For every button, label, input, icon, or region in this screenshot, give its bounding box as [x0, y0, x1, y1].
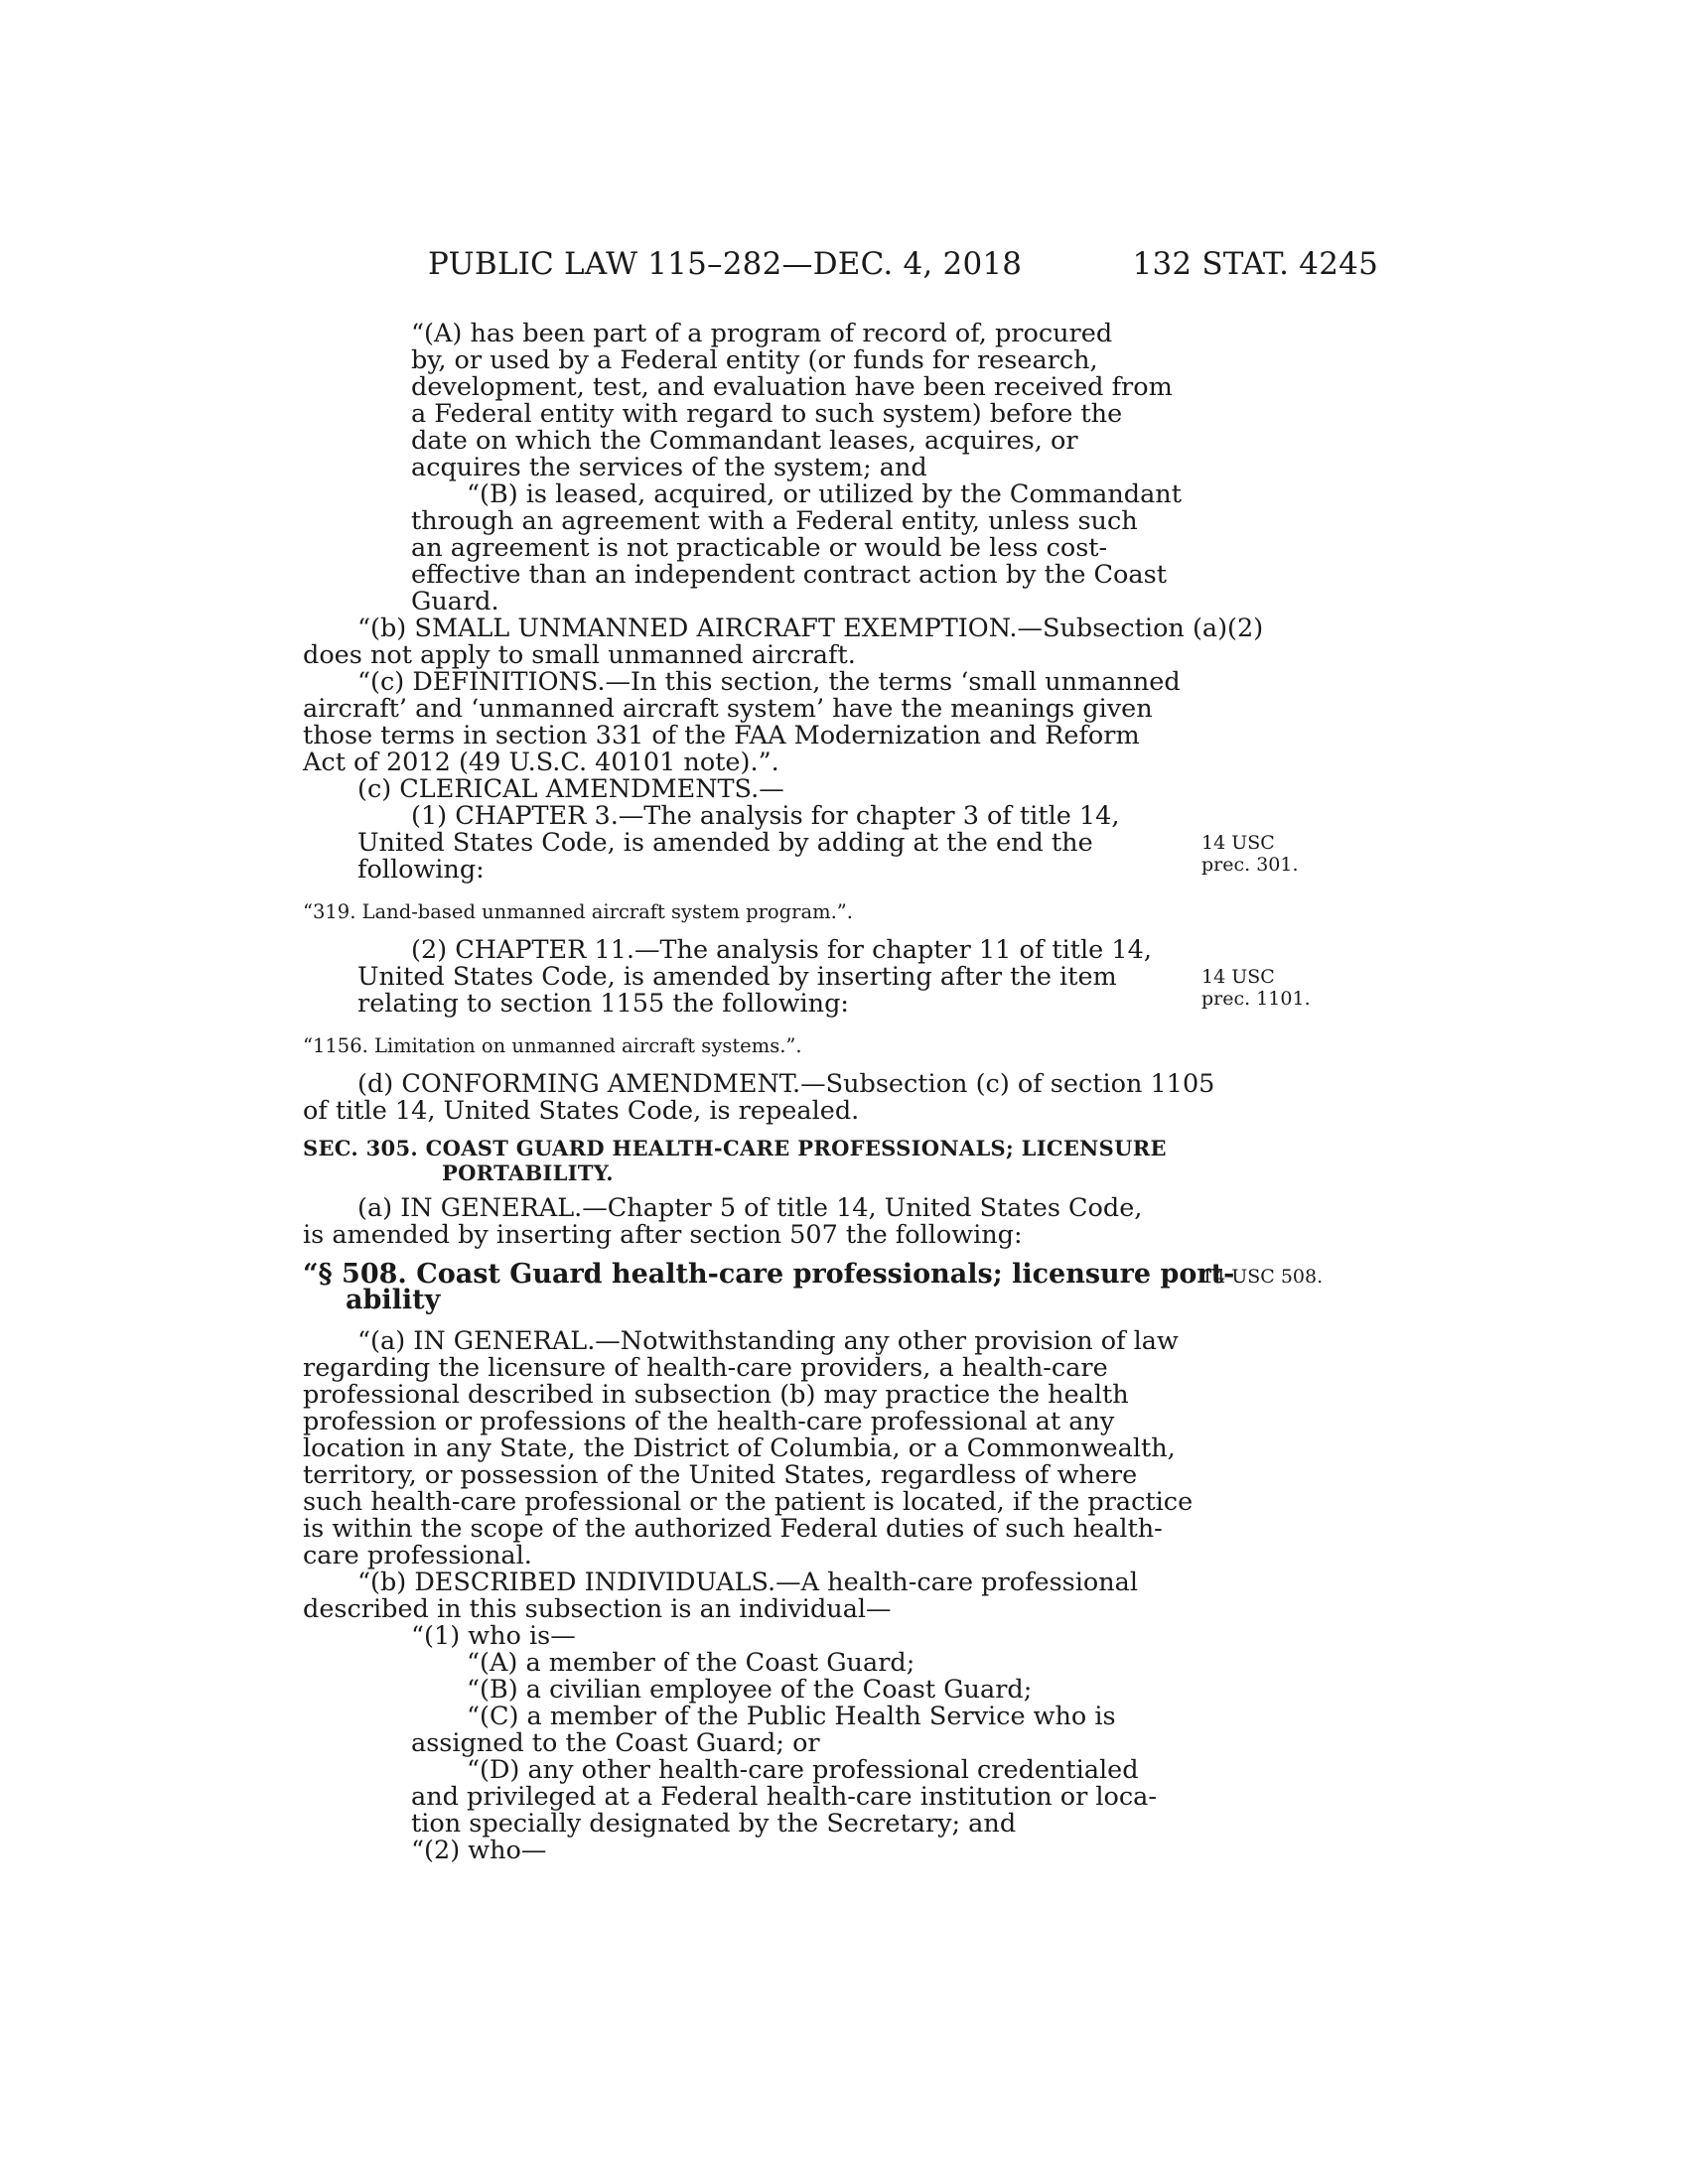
text-line: professional described in subsection (b) may practice the health [303, 1380, 1129, 1410]
text-line: “(1) who is— [411, 1621, 576, 1651]
margin-note [1201, 832, 1299, 876]
text-line: United States Code, is amended by adding at the end the [357, 828, 1093, 858]
text-line: development, test, and evaluation have been received from [411, 372, 1173, 402]
text-line: date on which the Commandant leases, acquires, or [411, 426, 1078, 456]
text-line: (c) CLERICAL AMENDMENTS.— [357, 774, 784, 804]
text-line: (2) CHAPTER 11.—The analysis for chapter 11 of title 14, [411, 935, 1152, 965]
text-line: tion specially designated by the Secretary; and [411, 1809, 1017, 1839]
text-line: of title 14, United States Code, is repealed. [303, 1096, 860, 1126]
text-line: (a) IN GENERAL.—Chapter 5 of title 14, United States Code, [357, 1193, 1143, 1223]
text-line: aircraft’ and ‘unmanned aircraft system’ have the meanings given [303, 694, 1153, 724]
text-line: territory, or possession of the United States, regardless of where [303, 1460, 1138, 1490]
text-line: is within the scope of the authorized Federal duties of such health- [303, 1514, 1163, 1544]
text-line: Act of 2012 (49 U.S.C. 40101 note).”. [303, 748, 779, 777]
margin-note-line: 14 USC [1201, 966, 1275, 988]
margin-note-line: prec. 301. [1201, 854, 1299, 876]
text-line: care professional. [303, 1541, 532, 1570]
text-line: an agreement is not practicable or would be less cost- [411, 533, 1108, 563]
text-line: is amended by inserting after section 507 the following: [303, 1220, 1023, 1250]
text-line: those terms in section 331 of the FAA Modernization and Reform [303, 721, 1140, 751]
text-line: following: [357, 855, 485, 885]
text-line: “(c) DEFINITIONS.—In this section, the terms ‘small unmanned [357, 667, 1181, 697]
text-line: “(a) IN GENERAL.—Notwithstanding any other provision of law [357, 1326, 1179, 1356]
inserted-item: “1156. Limitation on unmanned aircraft systems.”. [303, 1034, 802, 1057]
text-line: “(D) any other health-care professional credentialed [467, 1755, 1139, 1785]
section-508-heading: ability [346, 1285, 441, 1315]
text-line: does not apply to small unmanned aircraft. [303, 640, 856, 670]
text-line: a Federal entity with regard to such system) before the [411, 399, 1123, 429]
text-line: “(b) SMALL UNMANNED AIRCRAFT EXEMPTION.—Subsection (a)(2) [357, 614, 1264, 643]
margin-note [1201, 1266, 1323, 1288]
section-heading: SEC. 305. COAST GUARD HEALTH-CARE PROFESSIONALS; LICENSURE [303, 1136, 1167, 1160]
section-508-heading: “§ 508. Coast Guard health-care professionals; licensure port- [303, 1259, 1235, 1290]
text-line: “(A) a member of the Coast Guard; [467, 1648, 915, 1678]
text-line: effective than an independent contract action by the Coast [411, 560, 1167, 590]
section-heading: PORTABILITY. [442, 1160, 614, 1185]
inserted-item: “319. Land-based unmanned aircraft system program.”. [303, 900, 853, 923]
text-line: “(A) has been part of a program of record of, procured [411, 319, 1113, 348]
text-line: profession or professions of the health-care professional at any [303, 1407, 1115, 1436]
text-line: location in any State, the District of Columbia, or a Commonwealth, [303, 1433, 1176, 1463]
text-line: Guard. [411, 587, 499, 616]
text-line: and privileged at a Federal health-care institution or loca- [411, 1782, 1158, 1812]
text-line: such health-care professional or the patient is located, if the practice [303, 1487, 1194, 1517]
margin-note-line: prec. 1101. [1201, 988, 1311, 1010]
text-line: acquires the services of the system; and [411, 453, 927, 482]
text-line: relating to section 1155 the following: [357, 989, 849, 1019]
running-header-title: PUBLIC LAW 115–282—DEC. 4, 2018 [428, 246, 1023, 282]
text-line: “(B) a civilian employee of the Coast Guard; [467, 1675, 1033, 1705]
text-line: “(b) DESCRIBED INDIVIDUALS.—A health-care professional [357, 1568, 1139, 1597]
text-line: described in this subsection is an individual— [303, 1594, 892, 1624]
margin-note-line: 14 USC [1201, 832, 1275, 854]
text-line: “(2) who— [411, 1836, 547, 1865]
margin-note-line: 14 USC 508. [1201, 1266, 1324, 1288]
text-line: (1) CHAPTER 3.—The analysis for chapter 3 of title 14, [411, 801, 1120, 831]
text-line: regarding the licensure of health-care providers, a health-care [303, 1353, 1108, 1383]
text-line: through an agreement with a Federal entity, unless such [411, 506, 1138, 536]
running-header-stat: 132 STAT. 4245 [1132, 246, 1378, 282]
text-line: “(C) a member of the Public Health Service who is [467, 1702, 1116, 1731]
text-line: by, or used by a Federal entity (or funds for research, [411, 345, 1098, 375]
text-line: “(B) is leased, acquired, or utilized by the Commandant [467, 479, 1182, 509]
margin-note [1201, 966, 1311, 1010]
text-line: (d) CONFORMING AMENDMENT.—Subsection (c) of section 1105 [357, 1069, 1215, 1099]
text-line: United States Code, is amended by inserting after the item [357, 962, 1117, 992]
text-line: assigned to the Coast Guard; or [411, 1728, 820, 1758]
